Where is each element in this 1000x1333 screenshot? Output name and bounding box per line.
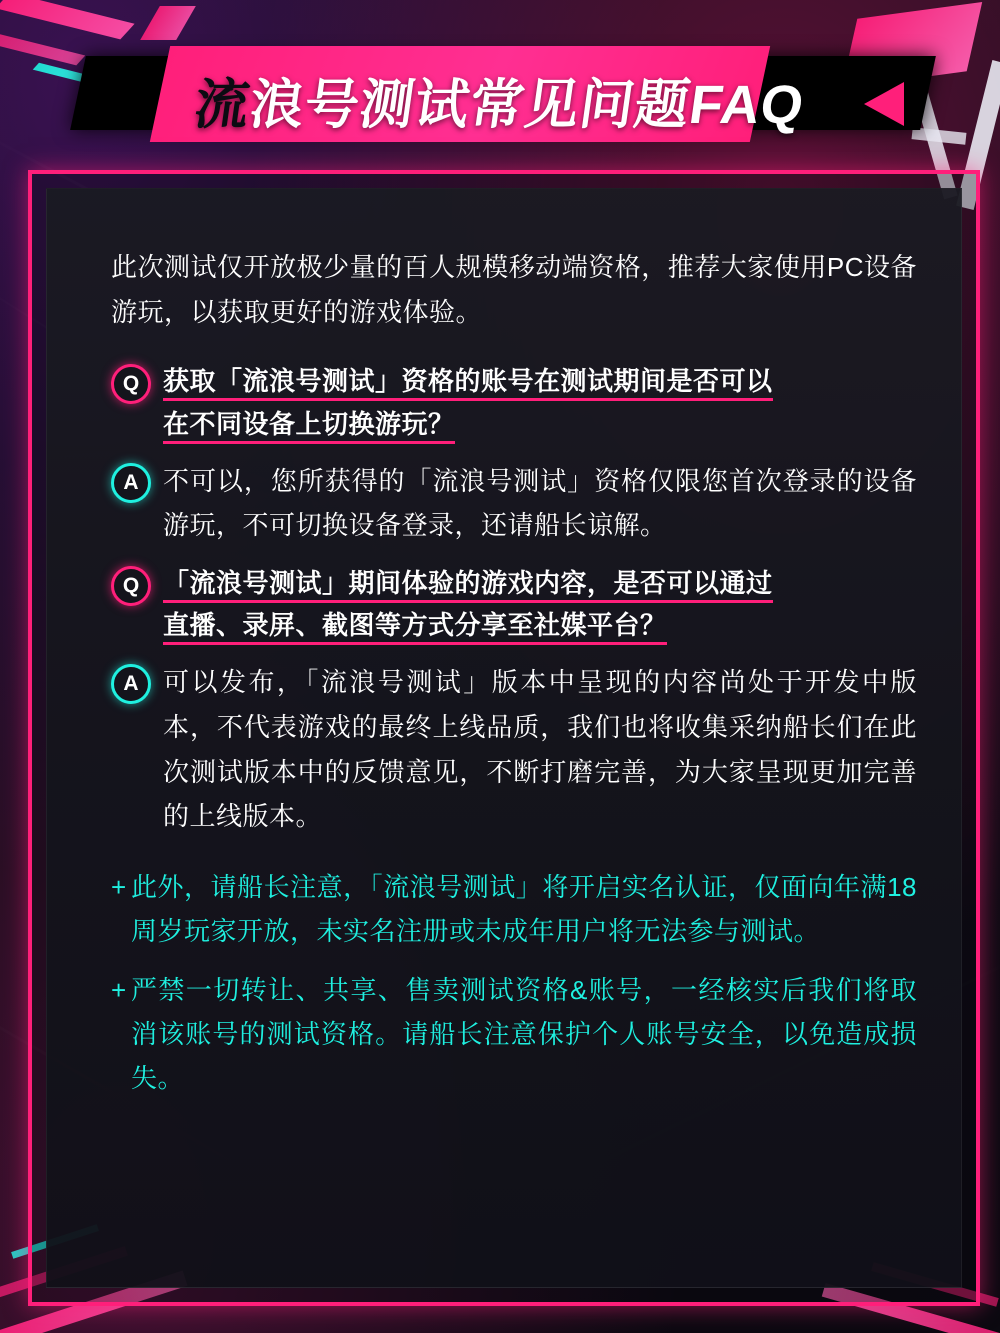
faq-answer-row <box>111 660 917 839</box>
answer-badge: A <box>111 664 151 704</box>
faq-item <box>111 562 917 839</box>
faq-question-row <box>111 360 917 444</box>
question-badge: Q <box>111 566 151 606</box>
faq-answer-text: 不可以，您所获得的「流浪号测试」资格仅限您首次登录的设备游玩，不可切换设备登录，还请船长谅解。 <box>163 465 917 541</box>
decorative-slash <box>0 0 135 39</box>
faq-answer-row <box>111 459 917 548</box>
faq-content <box>111 245 917 1263</box>
faq-item <box>111 360 917 548</box>
note-item <box>111 968 917 1101</box>
faq-question-line1: 获取「流浪号测试」资格的账号在测试期间是否可以 <box>163 366 773 401</box>
notes-list <box>111 865 917 1100</box>
answer-badge: A <box>111 463 151 503</box>
faq-question-row <box>111 562 917 646</box>
page-header <box>0 38 1000 148</box>
decorative-slash <box>140 6 196 40</box>
faq-question-text <box>163 360 773 444</box>
page-title-accent: 流 <box>190 75 255 135</box>
intro-paragraph: 此次测试仅开放极少量的百人规模移动端资格，推荐大家使用PC设备游玩，以获取更好的游戏体验。 <box>111 252 917 327</box>
faq-answer-text: 可以发布，「流浪号测试」版本中呈现的内容尚处于开发中版本，不代表游戏的最终上线品质，我们也将收集采纳船长们在此次测试版本中的反馈意见，不断打磨完善，为大家呈现更加完善的上线版本。 <box>163 667 917 832</box>
faq-question-text <box>163 562 773 646</box>
note-marker: + <box>111 974 127 1005</box>
content-panel <box>46 188 962 1288</box>
faq-question-line1: 「流浪号测试」期间体验的游戏内容，是否可以通过 <box>163 568 773 603</box>
faq-question-line2: 直播、录屏、截图等方式分享至社媒平台？ <box>163 610 667 645</box>
page-title <box>0 62 1000 139</box>
question-badge: Q <box>111 364 151 404</box>
content-frame <box>28 170 980 1306</box>
note-marker: + <box>111 872 127 903</box>
note-text: 此外，请船长注意，「流浪号测试」将开启实名认证，仅面向年满18周岁玩家开放，未实名注册或未成年用户将无法参与测试。 <box>131 872 917 947</box>
note-text: 严禁一切转让、共享、售卖测试资格&账号，一经核实后我们将取消该账号的测试资格。请船长注意保护个人账号安全，以免造成损失。 <box>131 974 917 1093</box>
note-item <box>111 865 917 953</box>
left-arrow-icon <box>864 82 904 126</box>
page-title-rest: 浪号测试常见问题FAQ <box>245 75 809 135</box>
faq-question-line2: 在不同设备上切换游玩？ <box>163 409 455 444</box>
